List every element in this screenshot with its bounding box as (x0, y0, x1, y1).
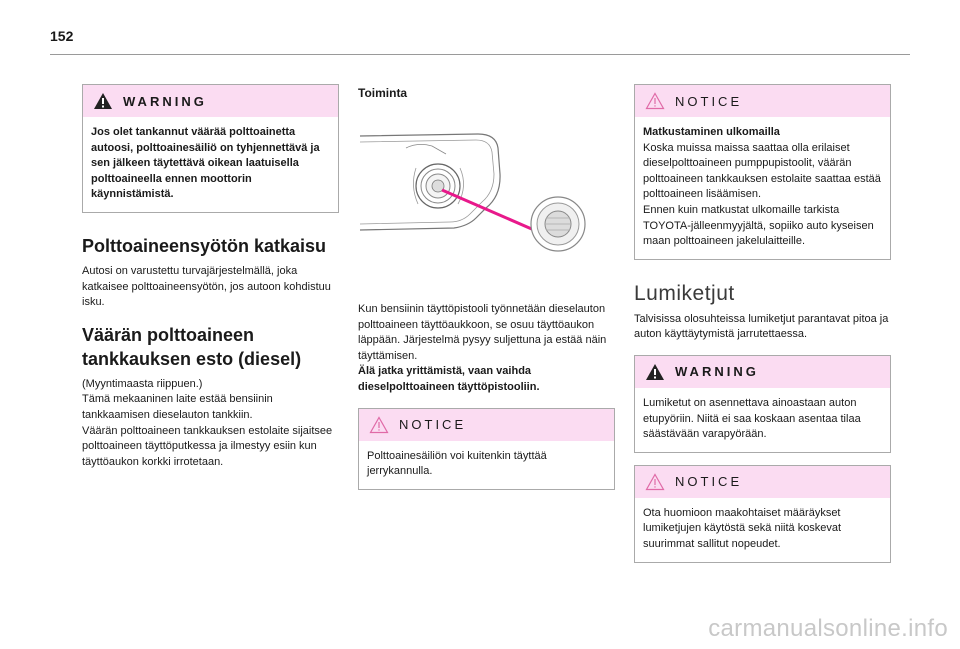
notice-text-2: Ennen kuin matkustat ulkomaille tarkista TOYOTA-jälleenmyyjältä, sopiiko auto kyseisen maan polttoaineen jakelulaitteille. (643, 203, 874, 248)
fuel-cutoff-text: Autosi on varustettu turvajärjestelmällä, joka katkaisee polttoaineensyötön, jos autoon kohdistuu isku. (82, 264, 331, 309)
notice-triangle-icon (369, 416, 389, 434)
notice-box-jerrycan (358, 408, 615, 490)
column-1 (82, 84, 339, 470)
warning-box-fuel (82, 84, 339, 213)
warning-triangle-icon (93, 92, 113, 110)
column-2 (358, 84, 615, 490)
warning-header (635, 356, 890, 388)
notice-text: Polttoainesäiliön voi kuitenkin täyttää jerrykannulla. (367, 449, 547, 478)
misfuel-heading-line1: Väärän polttoaineen (82, 324, 255, 345)
misfuel-heading-line2: tankkauksen esto (diesel) (82, 348, 302, 369)
fuel-cutoff-heading: Polttoaineensyötön katkaisu (82, 235, 327, 256)
fuel-filler-illustration (358, 112, 615, 262)
operation-instruction: Älä jatka yrittämistä, vaan vaihda dieselpolttoaineen täyttöpistooliin. (358, 365, 540, 393)
notice-header (359, 409, 614, 441)
misfuel-availability: (Myyntimaasta riippuen.) (82, 377, 203, 390)
misfuel-heading (82, 323, 339, 371)
notice-box-abroad (634, 84, 891, 260)
warning-box-chains (634, 355, 891, 453)
warning-label: WARNING (123, 93, 207, 109)
warning-label: WARNING (675, 364, 759, 380)
notice-box-regulations (634, 465, 891, 563)
notice-triangle-icon (645, 92, 665, 110)
warning-text: Lumiketut on asennettava ainoastaan auton etupyöriin. Niitä ei saa koskaan asentaa tilaa säästävään varapyörään. (643, 396, 861, 441)
notice-header (635, 466, 890, 498)
warning-triangle-icon (645, 363, 665, 381)
misfuel-description: Tämä mekaaninen laite estää bensiinin tankkaamisen dieselauton tankkiin. (82, 393, 273, 421)
snow-chains-heading: Lumiketjut (634, 281, 735, 305)
misfuel-location: Väärän polttoaineen tankkauksen estolaite sijaitsee polttoaineen täyttöputkessa ja ilmestyy esiin kun täyttöaukon korkki irrotetaan. (82, 424, 333, 468)
warning-header (83, 85, 338, 117)
column-3 (634, 84, 891, 563)
notice-label: NOTICE (675, 474, 743, 490)
snow-chains-text: Talvisissa olosuhteissa lumiketjut parantavat pitoa ja auton käyttäytymistä jarrutettaessa. (634, 312, 889, 341)
notice-title: Matkustaminen ulkomailla (643, 126, 780, 138)
operation-text: Kun bensiinin täyttöpistooli työnnetään dieselauton polttoaineen täyttöaukkoon, se osuu täyttöaukon läppään. Järjestelmä pysyy suljettuna ja estää näin täyttämisen. (358, 303, 607, 362)
notice-text: Ota huomioon maakohtaiset määräykset lumiketjujen käytöstä sekä niitä koskevat suurimmat sallitut nopeudet. (643, 506, 842, 550)
fuel-filler-diagram (358, 112, 615, 262)
notice-label: NOTICE (399, 417, 467, 433)
page-number: 152 (50, 28, 74, 44)
watermark: carmanualsonline.info (708, 615, 948, 642)
notice-body (635, 117, 890, 259)
notice-label: NOTICE (675, 93, 743, 109)
notice-header (635, 85, 890, 117)
operation-heading: Toiminta (358, 86, 408, 100)
notice-text-1: Koska muissa maissa saattaa olla erilaiset dieselpolttoaineen pumppupistoolit, väärän polttoaineen tankkauksen estolaite saattaa estää polttoaineen lisäämisen. (643, 141, 881, 201)
top-rule (50, 54, 910, 55)
notice-triangle-icon (645, 473, 665, 491)
warning-text: Jos olet tankannut väärää polttoainetta autoosi, polttoainesäiliö on tyhjennettävä ja sen jälkeen täytettävä oikean laatuisella polttoaineella ennen moottorin käynnistämistä. (91, 126, 320, 201)
